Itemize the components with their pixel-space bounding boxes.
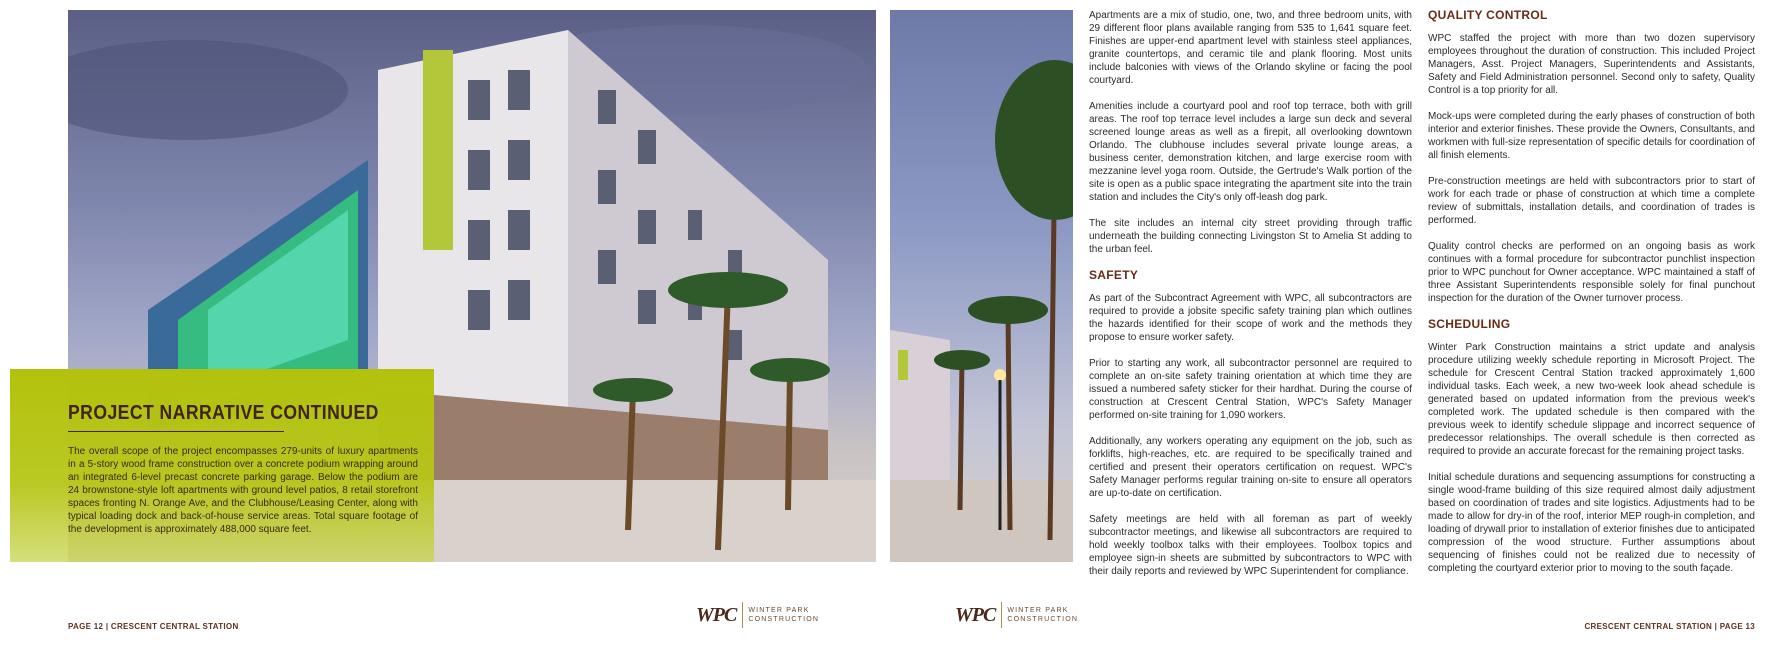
logo-line-2: CONSTRUCTION <box>1007 616 1079 623</box>
project-narrative-panel <box>10 369 434 562</box>
quality-paragraph: Pre-construction meetings are held with subcontractors prior to start of work for each trade or phase of construction at which time a complete review of submittals, installation details, and coordination of trades is performed. <box>1428 176 1755 226</box>
footer-page-right: CRESCENT CENTRAL STATION | PAGE 13 <box>1584 622 1755 631</box>
safety-paragraph: Prior to starting any work, all subcontractor personnel are required to complete an on-site safety training orientation at which time they are issued a numbered safety sticker for their hardhat. During the course of construction at Crescent Central Station, WPC's Safety Manager performed on-site training for 1,090 workers. <box>1089 358 1412 421</box>
logo-mark: WPC <box>955 603 996 626</box>
quality-paragraph: Quality control checks are performed on an ongoing basis as work continues with a formal procedure for subcontractor punchlist inspection prior to WPC punchout for Owner acceptance. WPC maintained a staff of three Assistant Superintendents responsible solely for final punchout inspection for the duration of the Owner turnover process. <box>1428 241 1755 304</box>
scheduling-paragraph: Winter Park Construction maintains a strict update and analysis procedure utilizing weekly schedule reporting in Microsoft Project. The schedule for Crescent Central Station tracked approximately 1,600 individual tasks. Each week, a new two-week look ahead schedule is generated based on updated information from the previous week's completed work. The updated schedule is then compared with the previous week to identify schedule slippage and incorrect sequence of predecessor relationships. The overall schedule is then corrected as required to provide an accurate forecast for the remaining project tasks. <box>1428 342 1755 457</box>
logo-line-2: CONSTRUCTION <box>748 616 820 623</box>
narrative-divider <box>68 431 284 432</box>
street-illustration <box>890 10 1073 562</box>
wpc-logo-left <box>696 600 819 630</box>
logo-wordmark <box>1007 606 1078 624</box>
logo-divider <box>742 602 743 628</box>
safety-paragraph: As part of the Subcontract Agreement with WPC, all subcontractors are required to provide a jobsite specific safety training plan which outlines the hazards identified for their scope of work and the methods they propose to ensure worker safety. <box>1089 293 1412 343</box>
street-photo-right <box>890 10 1073 562</box>
safety-paragraph: Safety meetings are held with all foreman as part of weekly subcontractor meetings, and likewise all subcontractors are required to hold weekly toolbox talks with their employees. Toolbox topics and employee sign-in sheets are submitted by subcontractors to WPC with their daily reports and reviewed by WPC Superintendent for compliance. <box>1089 514 1412 577</box>
middle-text-column <box>1089 9 1412 591</box>
wpc-logo-right <box>955 600 1078 630</box>
narrative-body: The overall scope of the project encompasses 279-units of luxury apartments in a 5-story wood frame construction over a concrete podium wrapping around an integrated 6-level precast concrete parking garage. Below the podium are 24 brownstone-style loft apartments with ground level patios, 8 retail storefront spaces fronting N. Orange Ave, and the Clubhouse/Leasing Center, along with typical loading dock and back-of-house service areas. Total square footage of the development is approximately 488,000 square feet. <box>68 446 418 535</box>
quality-paragraph: WPC staffed the project with more than two dozen supervisory employees throughout the duration of construction. This included Project Managers, Asst. Project Managers, Superintendents and Assistants, Safety and Field Administration personnel. Second only to safety, Quality Control is a top priority for all. <box>1428 33 1755 96</box>
scheduling-heading: SCHEDULING <box>1428 317 1511 331</box>
safety-heading: SAFETY <box>1089 268 1139 282</box>
logo-divider <box>1001 602 1002 628</box>
footer-page-left: PAGE 12 | CRESCENT CENTRAL STATION <box>68 622 239 631</box>
quality-control-heading: QUALITY CONTROL <box>1428 8 1548 22</box>
logo-line-1: WINTER PARK <box>1007 607 1069 614</box>
narrative-title: PROJECT NARRATIVE CONTINUED <box>68 402 379 424</box>
quality-paragraph: Mock-ups were completed during the early phases of construction of both interior and exterior finishes. These provide the Owners, Consultants, and workmen with full-size representation of specific details for coordination of all finish elements. <box>1428 111 1755 161</box>
logo-mark: WPC <box>696 603 737 626</box>
apartments-paragraph: Apartments are a mix of studio, one, two, and three bedroom units, with 29 different floor plans available ranging from 535 to 1,641 square feet. Finishes are upper-end apartment level with stainless steel appliances, granite countertops, and ceramic tile and plank flooring. Most units include balconies with views of the Orlando skyline or facing the pool courtyard. <box>1089 10 1412 86</box>
right-text-column <box>1428 9 1755 588</box>
site-paragraph: The site includes an internal city street providing through traffic underneath the building connecting Livingston St to Amelia St adding to the urban feel. <box>1089 218 1412 255</box>
amenities-paragraph: Amenities include a courtyard pool and roof top terrace, both with grill areas. The roof top terrace level includes a large sun deck and several screened lounge areas as well as a firepit, all overlooking downtown Orlando. The clubhouse includes several private lounge areas, a business center, demonstration kitchen, and large exercise room with mezzanine level yoga room. Outside, the Gertrude's Walk portion of the site is open as a public space integrating the apartment site into the train station and includes the City's only off-leash dog park. <box>1089 101 1412 203</box>
logo-wordmark <box>748 606 819 624</box>
logo-line-1: WINTER PARK <box>748 607 810 614</box>
safety-paragraph: Additionally, any workers operating any equipment on the job, such as forklifts, high-reaches, etc. are required to be specifically trained and certified and present their operators certification on request. WPC's Safety Manager performs regular training on-site to ensure all operators are up-to-date on certification. <box>1089 436 1412 499</box>
scheduling-paragraph: Initial schedule durations and sequencing assumptions for constructing a single wood-frame building of this size required almost daily adjustment based on coordination of trades and site logistics. Adjustments had to be made to allow for dry-in of the roof, interior MEP rough-in completion, and loading of drywall prior to installation of exterior finishes due to anticipated compression of the wood structure. Further assumptions about sequencing of finishes could not be realized due to necessity of completing the courtyard exterior prior to moving to the south façade. <box>1428 472 1755 574</box>
